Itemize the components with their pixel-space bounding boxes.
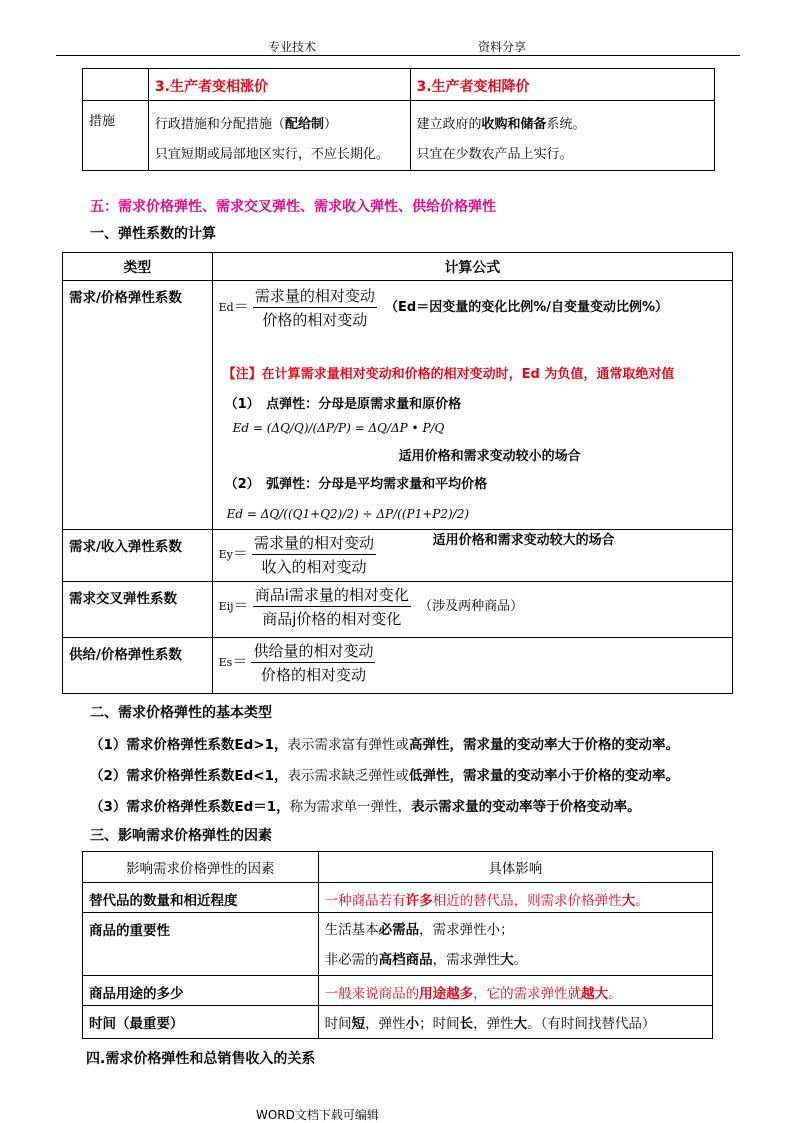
row-demand-income-label: 需求/收入弹性系数: [63, 530, 213, 582]
eij-note: （涉及两种商品）: [419, 599, 524, 614]
es-fraction: $\frac{\text{供给量的相对变动}}{\text{价格的相对变动}}$: [253, 642, 374, 684]
ed-fraction: $\frac{\text{需求量的相对变动}}{\text{价格的相对变动}}$: [254, 287, 375, 329]
ed-warning: 【注】在计算需求量相对变动和价格的相对变动时，Ed 为负值，通常取绝对值: [222, 367, 675, 382]
factors-head-effect: 具体影响: [318, 852, 712, 883]
measures-col2-line1: 行政措施和分配措施（配给制）: [154, 117, 337, 132]
factors-table: [82, 851, 713, 1039]
arc-elasticity-formula: [227, 507, 469, 521]
row-supply-price-formula: Es＝ $\frac{\text{供给量的相对变动}}{\text{价格的相对变动}}$: [212, 638, 732, 694]
factor-uses-effect: 一般来说商品的用途越多，它的需求弹性就越大。: [318, 976, 712, 1006]
measures-col2-line2: 只宜短期或局部地区实行，不应长期化。: [154, 147, 389, 162]
point-formula-text: Ed = (ΔQ/Q)/(ΔP/P) = ΔQ/ΔP • P/Q: [232, 421, 445, 435]
point-elasticity-formula: [233, 421, 445, 435]
factor-time-effect: 时间短，弹性小；时间长，弹性大。（有时间找替代品）: [318, 1006, 712, 1039]
row-demand-price-formula: [212, 281, 732, 548]
measures-corner-cell: [83, 69, 149, 101]
head-type: 类型: [63, 253, 213, 281]
point-elasticity-usage: 适用价格和需求变动较小的场合: [398, 449, 581, 464]
row-demand-price-label: 需求/价格弹性系数: [63, 281, 213, 530]
head-formula: 计算公式: [212, 253, 732, 281]
measures-table: [82, 68, 715, 171]
factor-substitutes-effect: 一种商品若有许多相近的替代品，则需求价格弹性大。: [318, 883, 712, 913]
row-cross-label: 需求交叉弹性系数: [63, 582, 213, 638]
ed-note: （Ed＝因变量的变化比例%/自变量变动比例%）: [385, 300, 669, 315]
section2-title: 二、需求价格弹性的基本类型: [90, 705, 272, 721]
row-demand-income-formula: Ey＝ $\frac{\text{需求量的相对变动}}{\text{收入的相对变动}}$: [212, 530, 732, 582]
measures-col3-line1: 建立政府的收购和储备系统。: [416, 117, 586, 132]
section3-title: 三、影响需求价格弹性的因素: [90, 828, 272, 844]
type-item-1: （1）需求价格弹性系数Ed>1，表示需求富有弹性或高弹性，需求量的变动率大于价格的变动率。: [90, 737, 679, 753]
measures-col3-content: [410, 101, 715, 171]
factor-importance-label: 商品的重要性: [83, 913, 319, 976]
type-item-3: （3）需求价格弹性系数Ed＝1，称为需求单一弹性，表示需求量的变动率等于价格变动率。: [90, 799, 641, 815]
ed-definition: Ed＝ $\frac{\text{需求量的相对变动}}{\text{价格的相对变动}}$ （Ed＝因变量的变化比例%/自变量变动比例%）: [218, 287, 669, 329]
measures-col2-title: 3.生产者变相涨价: [148, 69, 410, 101]
header-right: 资料分享: [478, 40, 527, 54]
measures-col2-content: [148, 101, 410, 171]
section1-title: 一、弹性系数的计算: [90, 226, 216, 242]
factor-importance-line2: 非必需的高档商品，需求弹性大。: [324, 952, 528, 968]
section5-title: 五：需求价格弹性、需求交叉弹性、需求收入弹性、供给价格弹性: [90, 199, 496, 215]
row-cross-formula: Eij＝ $\frac{\text{商品i需求量的相对变化}}{\text{商品j价格的相对变化}}$ （涉及两种商品）: [212, 582, 732, 638]
arc-formula-text: Ed = ΔQ/((Q1+Q2)/2) ÷ ΔP/((P1+P2)/2): [226, 507, 470, 521]
header-left: 专业技术: [268, 40, 317, 54]
factor-importance-effect: [318, 913, 712, 976]
factor-importance-line1: 生活基本必需品，需求弹性小；: [324, 922, 514, 938]
ey-fraction: $\frac{\text{需求量的相对变动}}{\text{收入的相对变动}}$: [254, 534, 375, 576]
eij-fraction: $\frac{\text{商品i需求量的相对变化}}{\text{商品j价格的相对变化}}$: [254, 586, 409, 628]
factor-uses-label: 商品用途的多少: [83, 976, 319, 1006]
footer-text: WORD文档下载可编辑: [256, 1108, 379, 1122]
arc-elasticity-title: （2） 弧弹性：分母是平均需求量和平均价格: [224, 477, 488, 492]
point-elasticity-title: （1） 点弹性：分母是原需求量和原价格: [224, 397, 462, 412]
factor-time-label: 时间（最重要）: [83, 1006, 319, 1039]
type-item-2: （2）需求价格弹性系数Ed<1，表示需求缺乏弹性或低弹性，需求量的变动率小于价格的变动率。: [90, 768, 679, 784]
row-supply-price-label: 供给/价格弹性系数: [63, 638, 213, 694]
factor-substitutes-label: 替代品的数量和相近程度: [83, 883, 319, 913]
measures-row-label: 措施: [83, 101, 149, 171]
measures-col3-title: 3.生产者变相降价: [410, 69, 715, 101]
elasticity-formula-table: [62, 252, 733, 694]
section4-title: 四.需求价格弹性和总销售收入的关系: [86, 1051, 316, 1067]
arc-elasticity-usage: 适用价格和需求变动较大的场合: [432, 533, 615, 548]
measures-col3-line2: 只宜在少数农产品上实行。: [416, 147, 573, 162]
factors-head-factor: 影响需求价格弹性的因素: [83, 852, 319, 883]
header-divider: [56, 55, 740, 56]
